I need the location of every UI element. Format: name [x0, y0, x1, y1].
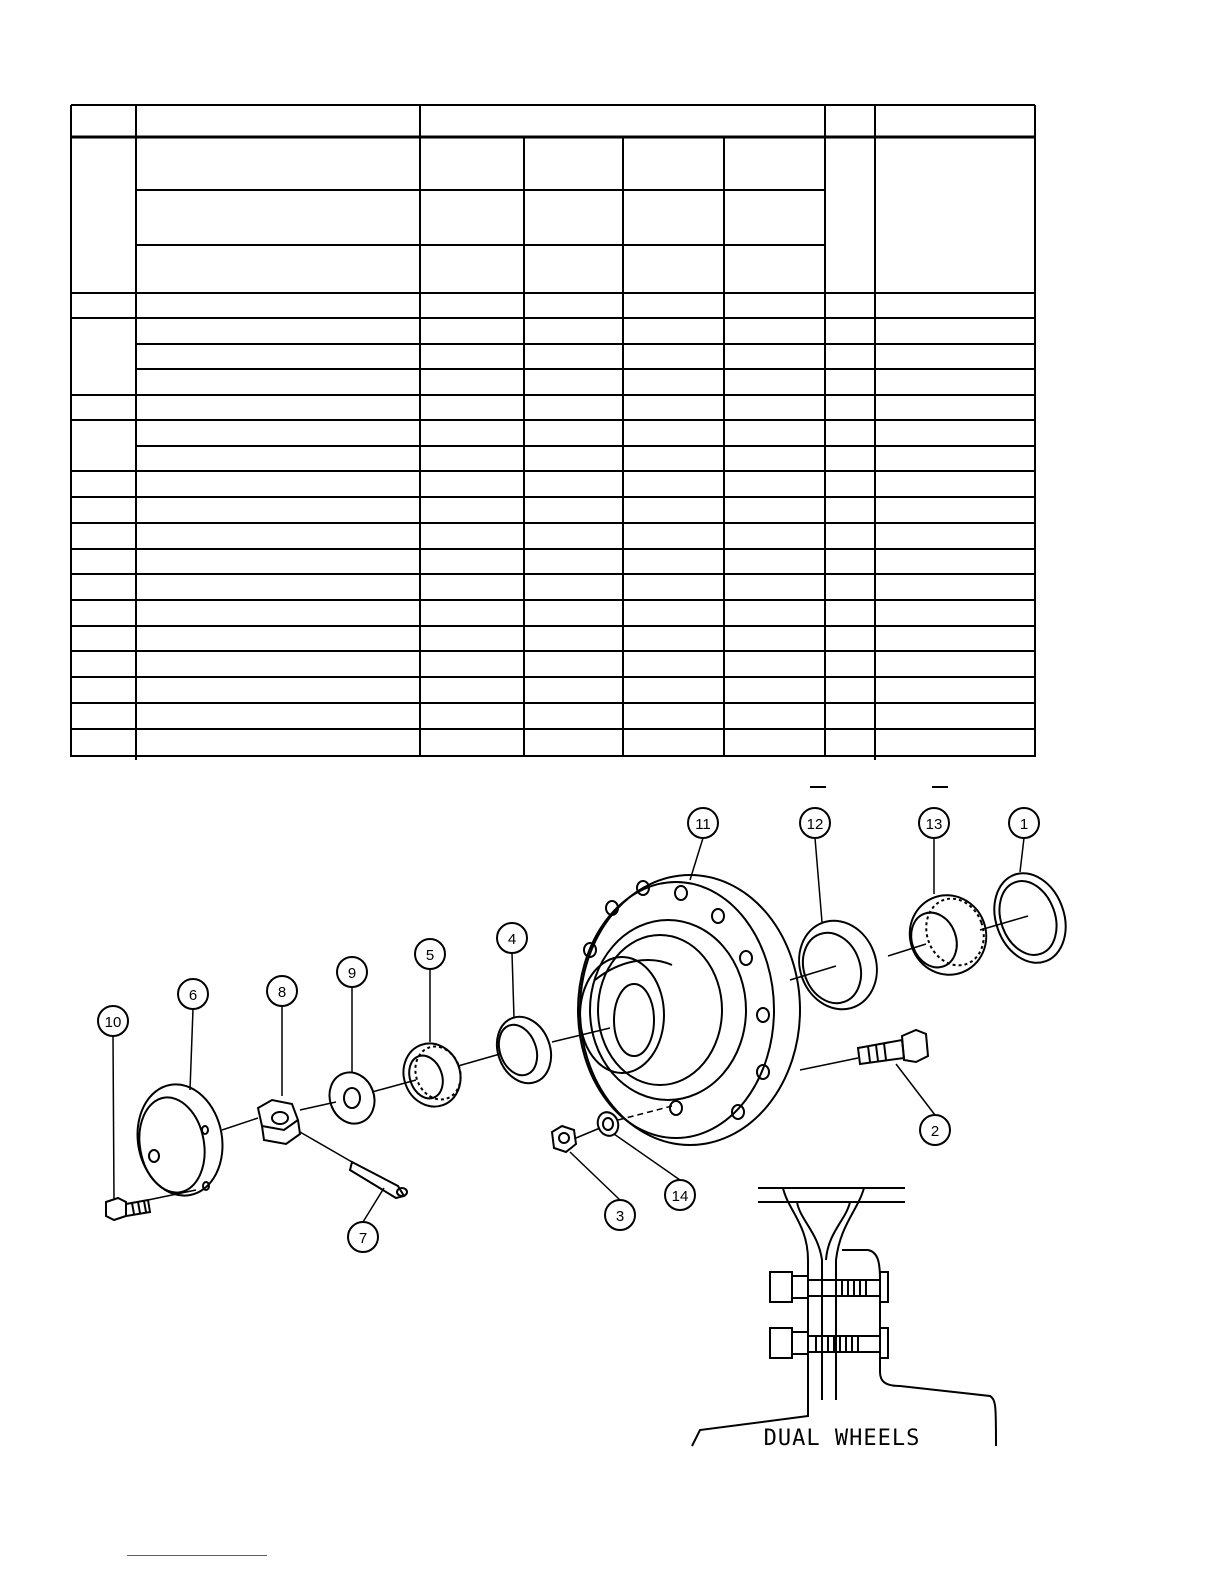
callouts	[98, 808, 1039, 1252]
callout-label: 2	[930, 1123, 940, 1140]
callout-5	[415, 939, 445, 969]
callout-label: 13	[925, 816, 943, 833]
callout-7	[348, 1222, 378, 1252]
bearing-cone-part	[899, 884, 998, 985]
callout-10	[98, 1006, 128, 1036]
callout-11	[688, 808, 718, 838]
callout-9	[337, 957, 367, 987]
callout-label: 8	[277, 984, 287, 1001]
inner-bearing-cup-part	[488, 1009, 560, 1091]
callout-3	[605, 1200, 635, 1230]
callout-13	[919, 808, 949, 838]
callout-label: 14	[671, 1188, 689, 1205]
dual-wheels-detail	[692, 1188, 996, 1446]
callout-label: 5	[425, 947, 435, 964]
cap-screw-part	[106, 1198, 150, 1220]
dust-cap-part	[129, 1078, 231, 1203]
callout-label: 6	[188, 987, 198, 1004]
callout-label: 3	[615, 1208, 625, 1225]
hex-nut-part	[552, 1126, 576, 1152]
callout-14	[665, 1180, 695, 1210]
callout-8	[267, 976, 297, 1006]
callout-label: 4	[507, 931, 517, 948]
inner-bearing-cone-part	[395, 1035, 470, 1114]
callout-label: 7	[358, 1230, 368, 1247]
dual-wheels-caption: DUAL WHEELS	[763, 1426, 921, 1451]
callout-1	[1009, 808, 1039, 838]
cotter-pin-part	[350, 1162, 407, 1198]
callout-12	[800, 808, 830, 838]
callout-6	[178, 979, 208, 1009]
callout-label: 1	[1019, 816, 1029, 833]
leader-lines	[113, 838, 1024, 1222]
callout-4	[497, 923, 527, 953]
callout-label: 9	[347, 965, 357, 982]
washer-part	[322, 1066, 381, 1130]
bearing-cup-part	[787, 910, 889, 1021]
callout-label: 11	[695, 816, 711, 833]
callout-label: 12	[806, 816, 824, 833]
seal-part	[982, 863, 1077, 973]
callout-2	[920, 1115, 950, 1145]
footer-divider	[127, 1555, 267, 1556]
castle-nut-part	[258, 1100, 300, 1144]
callout-label: 10	[104, 1014, 122, 1031]
hub-part	[578, 875, 800, 1145]
wheel-bolt-part	[858, 1030, 928, 1064]
